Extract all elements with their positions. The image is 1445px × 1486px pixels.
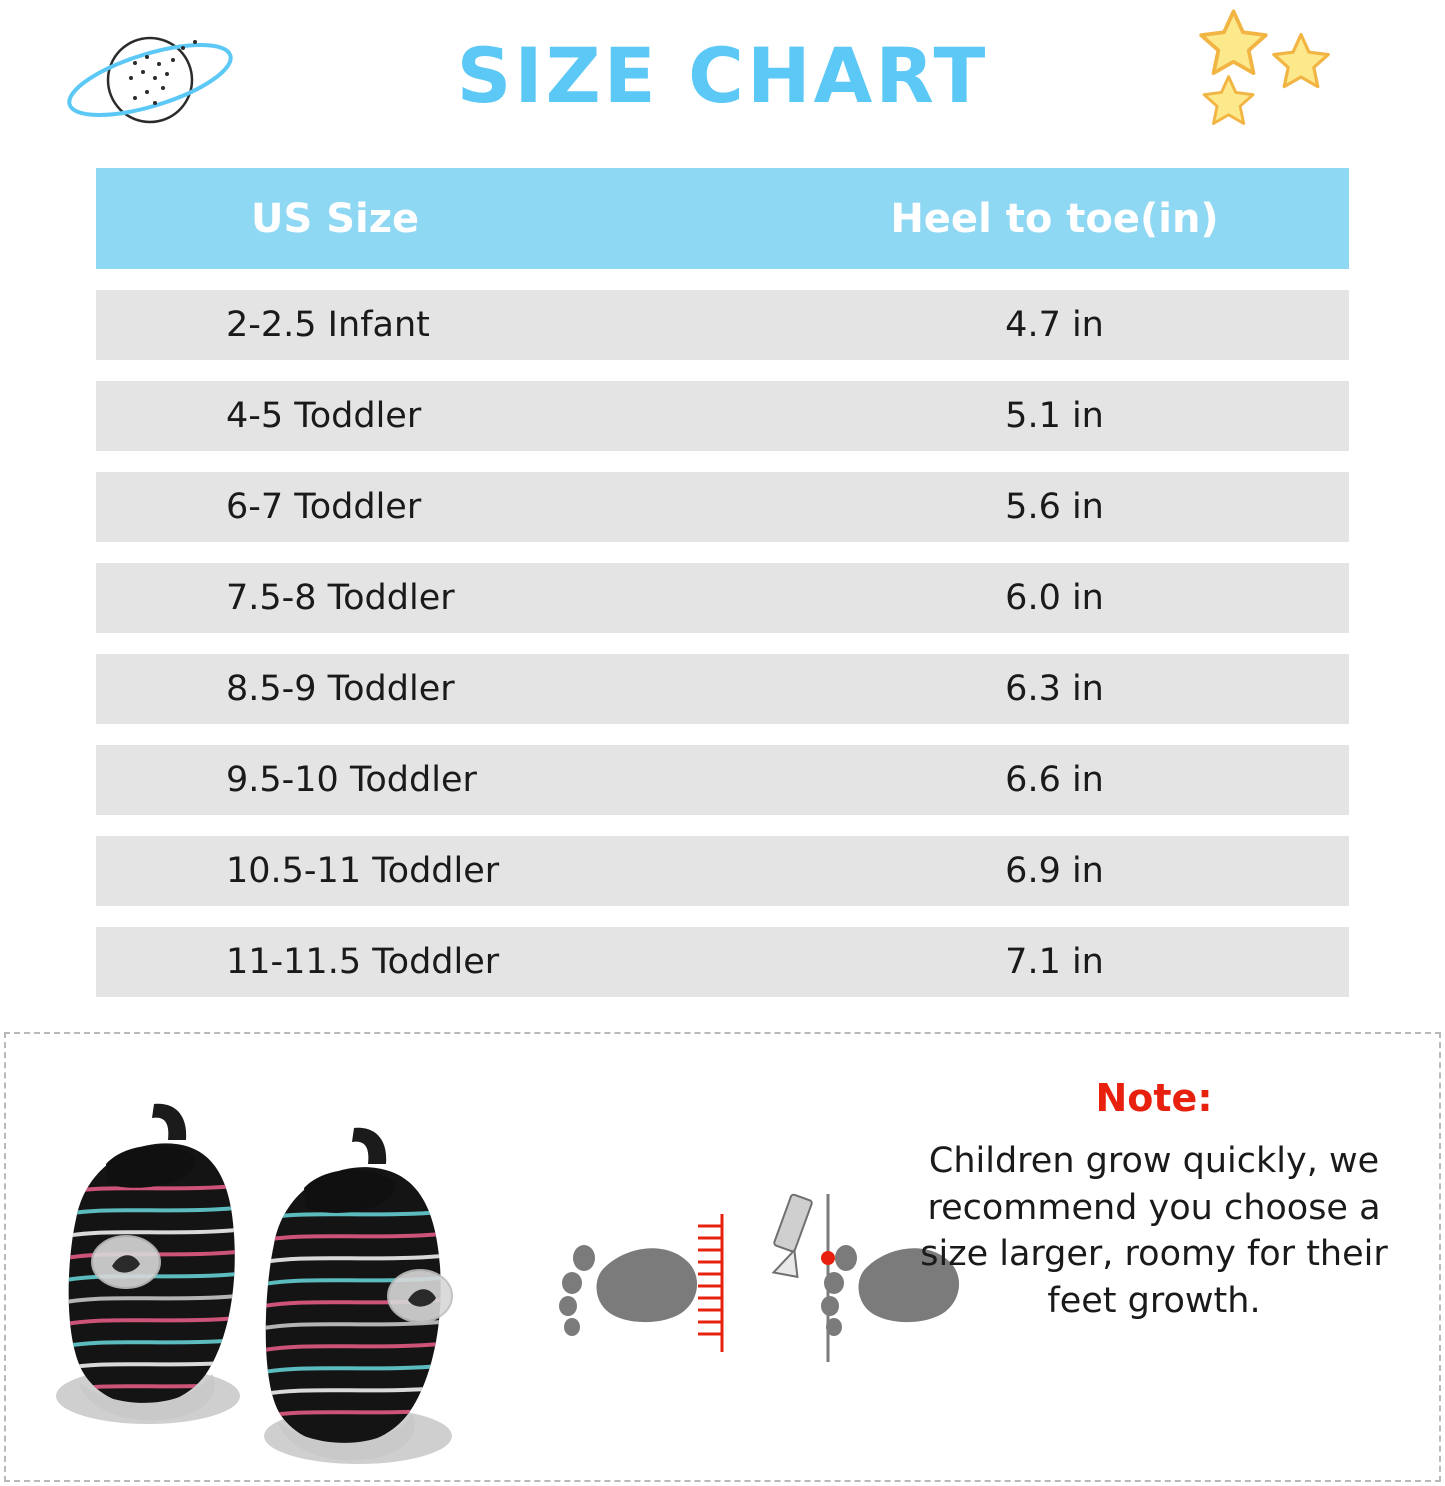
cell-us-size: 4-5 Toddler bbox=[226, 396, 422, 436]
cell-heel-to-toe: 6.3 in bbox=[1005, 669, 1104, 709]
note-label: Note: bbox=[1095, 1076, 1213, 1120]
note-block bbox=[914, 1076, 1394, 1324]
table-row bbox=[96, 290, 1349, 360]
cell-heel-to-toe: 6.6 in bbox=[1005, 760, 1104, 800]
column-header-heel-to-toe: Heel to toe(in) bbox=[890, 195, 1219, 242]
cell-us-size: 9.5-10 Toddler bbox=[226, 760, 477, 800]
table-row bbox=[96, 654, 1349, 724]
cell-us-size: 8.5-9 Toddler bbox=[226, 669, 455, 709]
note-text: Children grow quickly, we recommend you choose a size larger, roomy for their feet growth. bbox=[920, 1141, 1388, 1321]
cell-heel-to-toe: 4.7 in bbox=[1005, 305, 1104, 345]
table-row bbox=[96, 836, 1349, 906]
stars-icon bbox=[1185, 0, 1335, 145]
cell-heel-to-toe: 5.1 in bbox=[1005, 396, 1104, 436]
table-row bbox=[96, 563, 1349, 633]
table-row bbox=[96, 745, 1349, 815]
cell-us-size: 2-2.5 Infant bbox=[226, 305, 430, 345]
cell-us-size: 6-7 Toddler bbox=[226, 487, 422, 527]
table-row bbox=[96, 381, 1349, 451]
cell-heel-to-toe: 6.0 in bbox=[1005, 578, 1104, 618]
cell-heel-to-toe: 6.9 in bbox=[1005, 851, 1104, 891]
cell-heel-to-toe: 7.1 in bbox=[1005, 942, 1104, 982]
planet-icon bbox=[55, 8, 245, 143]
table-row bbox=[96, 927, 1349, 997]
table-row bbox=[96, 472, 1349, 542]
table-header-row bbox=[96, 168, 1349, 269]
page-title: SIZE CHART bbox=[456, 30, 989, 120]
product-image bbox=[16, 1044, 516, 1464]
cell-heel-to-toe: 5.6 in bbox=[1005, 487, 1104, 527]
foot-measure-icon bbox=[546, 1184, 976, 1374]
cell-us-size: 11-11.5 Toddler bbox=[226, 942, 500, 982]
cell-us-size: 10.5-11 Toddler bbox=[226, 851, 500, 891]
column-header-us-size: US Size bbox=[251, 195, 420, 242]
header bbox=[0, 0, 1445, 150]
size-table bbox=[96, 168, 1349, 997]
note-panel bbox=[4, 1032, 1441, 1482]
cell-us-size: 7.5-8 Toddler bbox=[226, 578, 455, 618]
